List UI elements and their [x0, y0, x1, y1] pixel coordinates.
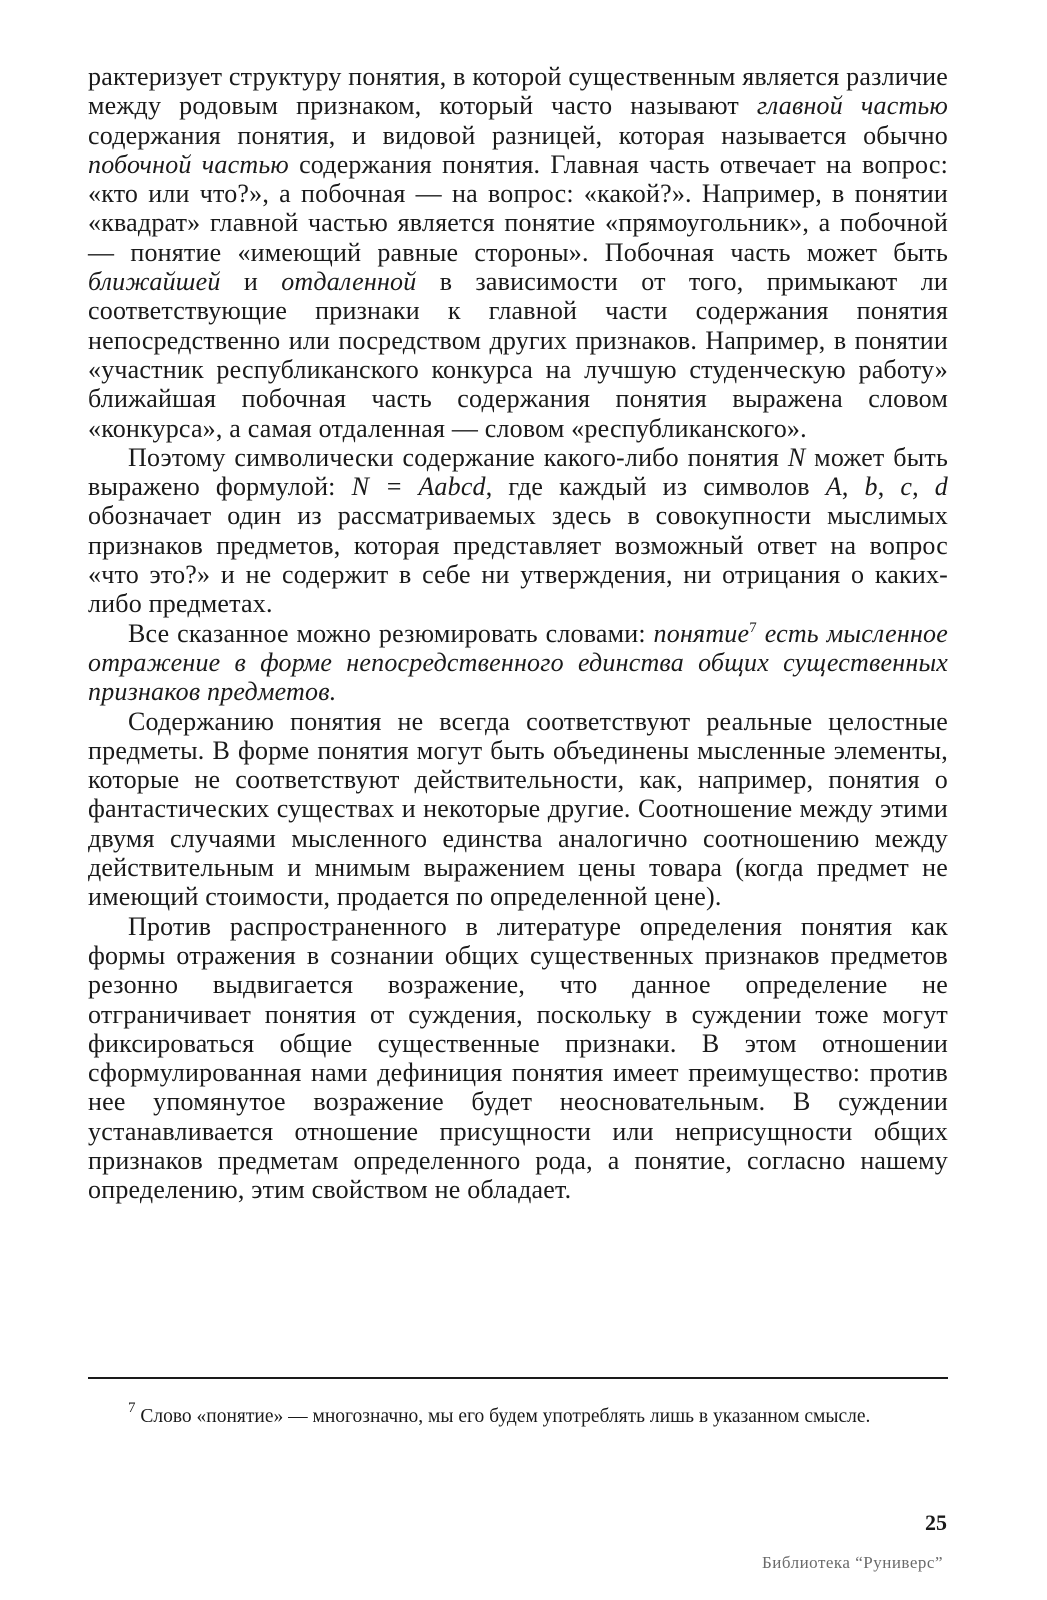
- text-run: и: [220, 267, 282, 297]
- paragraph-1: [88, 62, 948, 443]
- footnote-divider: [88, 1377, 948, 1379]
- italic-term: главной частью: [756, 91, 948, 121]
- footnote-text: Слово «понятие» — многозначно, мы его будем употреблять лишь в указанном смысле.: [135, 1406, 871, 1427]
- italic-term: отдаленной: [281, 267, 417, 297]
- footnote-reference: 7: [749, 619, 757, 636]
- italic-term: N: [787, 442, 806, 472]
- text-run: Поэтому символически содержание какого-либо понятия: [128, 442, 788, 472]
- text-run: ,: [877, 472, 901, 502]
- text-run: , где каждый из символов: [485, 472, 826, 502]
- footnote: [88, 1400, 948, 1429]
- text-run: содержания понятия, и видовой разницей, которая называется обычно: [88, 120, 948, 150]
- footnote-marker: 7: [128, 1400, 136, 1416]
- text-run: в зависимости от того, примыкают ли соответствующие признаки к главной части содержания понятия непосредственно или посредством других признаков. Например, в понятии «участник республиканского конкурса на лучшую студенческую работу» ближайшая побочная часть содержания понятия выражена словом «конкурса», а самая отдаленная — словом «республиканского».: [88, 267, 949, 443]
- italic-term: d: [934, 472, 948, 502]
- text-run: Содержанию понятия не всегда соответствуют реальные целостные предметы. В форме понятия могут быть объединены мысленные элементы, которые не соответствуют действительности, как, например, понятия о фантастических существах и некоторые другие. Соотношение между этими двумя случаями мысленного единства аналогично соотношению между действительным и мнимым выражением цены товара (когда предмет не имеющий стоимости, продается по определенной цене).: [88, 706, 948, 912]
- paragraph-2: [88, 443, 948, 619]
- text-run: обозначает один из рассматриваемых здесь в совокупности мыслимых признаков предметов, которая представляет возможный ответ на вопрос «что это?» и не содержит в себе ни утверждения, ни отрицания о каких-либо предметах.: [88, 501, 948, 619]
- text-run: Против распространенного в литературе определения понятия как формы отражения в сознании общих существенных признаков предметов резонно выдвигается возражение, что данное определение не отграничивает понятия от суждения, поскольку в суждении тоже могут фиксироваться общие существенные признаки. В этом отношении сформулированная нами дефиниция понятия имеет преимущество: против нее упомянутое возражение будет неосновательным. В суждении устанавливается отношение присущности или неприсущности общих признаков предметам определенного рода, а понятие, согласно нашему определению, этим свойством не обладает.: [88, 911, 948, 1205]
- italic-term: ближайшей: [88, 267, 221, 297]
- text-run: ,: [841, 472, 865, 502]
- italic-term: есть мысленное отражение в форме непосредственного единства общих существенных признаков предметов.: [88, 618, 948, 707]
- italic-term: побочной частью: [88, 149, 289, 179]
- text-run: содержания понятия. Главная часть отвечает на вопрос: «кто или что?», а побочная — на вопрос: «какой?». Например, в понятии «квадрат» главной частью является понятие «прямоугольник», а побочной — понятие «имеющий равные стороны». Побочная часть может быть: [88, 149, 949, 267]
- italic-term: b: [864, 472, 878, 502]
- text-run: может быть выражено формулой:: [88, 442, 948, 502]
- main-text: [88, 62, 948, 1205]
- library-watermark: Библиотека “Руниверс”: [762, 1553, 943, 1572]
- paragraph-3: [88, 619, 948, 707]
- text-run: рактеризует структуру понятия, в которой существенным является различие между родовым признаком, который часто называют: [88, 62, 948, 121]
- paragraph-4: [88, 707, 948, 912]
- italic-term: N = Aabcd: [351, 472, 486, 502]
- italic-term: A: [825, 472, 842, 502]
- italic-term: понятие: [653, 618, 750, 648]
- paragraph-5: [88, 912, 948, 1205]
- text-run: Все сказанное можно резюмировать словами:: [128, 618, 654, 648]
- text-run: ,: [912, 472, 935, 502]
- page-number: 25: [925, 1510, 947, 1535]
- italic-term: c: [900, 472, 913, 502]
